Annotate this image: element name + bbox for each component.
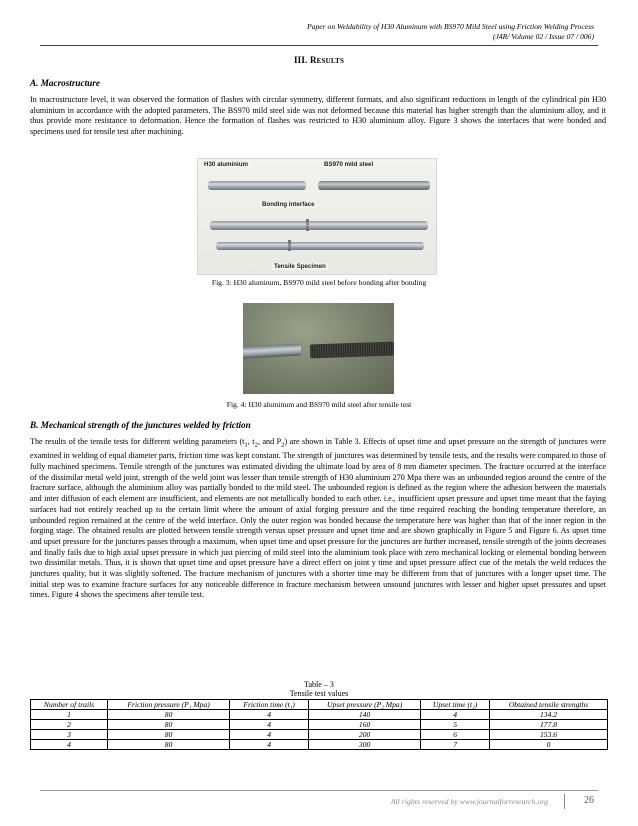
footer-site-link[interactable]: www.journalforresearch.org xyxy=(459,797,548,806)
table-row xyxy=(31,710,608,720)
table-header-cell: Friction pressure (P₁ Mpa) xyxy=(108,700,230,710)
bonding-interface-mark xyxy=(306,219,309,231)
footer-prefix: All rights reserved by xyxy=(390,797,460,806)
table-header-cell: Obtained tensile strengths xyxy=(490,700,608,710)
fig3-label-steel: BS970 mild steel xyxy=(324,161,374,168)
table-cell: 4 xyxy=(230,740,309,750)
sub-t1: 1 xyxy=(244,441,248,449)
header-volume: (J4R/ Volume 02 / Issue 07 / 006) xyxy=(492,32,594,41)
table-cell: 140 xyxy=(309,710,421,720)
table-number: Table – 3 xyxy=(304,680,334,689)
specimen-interface-mark xyxy=(288,240,291,251)
fractured-steel-rod xyxy=(310,342,394,359)
mech-heading: B. Mechanical strength of the junctures welded by friction xyxy=(30,420,251,430)
sub-p2: 2 xyxy=(281,441,285,449)
table-cell: 4 xyxy=(421,710,490,720)
table-cell: 80 xyxy=(108,740,230,750)
mech-sep1: , t xyxy=(247,437,255,446)
header-title: Paper on Weldability of H30 Aluminum with BS970 Mild Steel using Friction Welding Process xyxy=(307,22,594,31)
table-row xyxy=(31,720,608,730)
table-cell: 160 xyxy=(309,720,421,730)
mech-sep2: , and P xyxy=(257,437,282,446)
table-cell: 80 xyxy=(108,710,230,720)
table-cell: 200 xyxy=(309,730,421,740)
aluminium-rod xyxy=(208,181,306,190)
macro-heading: A. Macrostructure xyxy=(30,78,100,88)
sub-t2: 2 xyxy=(254,441,258,449)
figure-3-caption: Fig. 3: H30 aluminum, BS970 mild steel before bonding after bonding xyxy=(211,278,427,287)
table-header-cell: Upset pressure (P₂ Mpa) xyxy=(309,700,421,710)
mech-paragraph xyxy=(30,437,606,601)
table-cell: 7 xyxy=(421,740,490,750)
table-header-cell: Number of trails xyxy=(31,700,108,710)
table-cell: 1 xyxy=(31,710,108,720)
section-rest: ESULTS xyxy=(316,57,345,65)
table-cell: 0 xyxy=(490,740,608,750)
table-header-cell: Friction time (t₁) xyxy=(230,700,309,710)
table-cell: 134.2 xyxy=(490,710,608,720)
footer-copyright xyxy=(391,797,548,806)
section-heading xyxy=(0,55,638,65)
fractured-aluminium-rod xyxy=(243,343,301,358)
fig3-label-aluminium: H30 aluminium xyxy=(204,161,249,168)
steel-rod xyxy=(318,181,430,190)
tensile-specimen-rod xyxy=(216,242,424,250)
figure-3-image xyxy=(197,158,437,275)
table-cell: 4 xyxy=(31,740,108,750)
figure-4-image xyxy=(243,303,394,394)
footer-divider xyxy=(40,790,598,791)
table-row xyxy=(31,740,608,750)
table-cell: 300 xyxy=(309,740,421,750)
page-number: 26 xyxy=(564,794,594,809)
table-cell: 80 xyxy=(108,730,230,740)
table-cell: 153.6 xyxy=(490,730,608,740)
table-cell: 3 xyxy=(31,730,108,740)
running-header xyxy=(174,22,594,42)
bonded-rod xyxy=(210,221,428,230)
table-cell: 4 xyxy=(230,730,309,740)
table-cell: 80 xyxy=(108,720,230,730)
section-numeral: III. xyxy=(293,55,308,65)
table-cell: 6 xyxy=(421,730,490,740)
macro-paragraph: In macrostructure level, it was observed the formation of flashes with circular symmetry, different formats, and also significant reductions in length of the cylindrical pin H30 aluminium in accordance with the adopted parameters. The BS970 mild steel side was not deformed because this material has higher strength than the aluminium alloy, and it thus provide more resistance to deformation. Hence the formation of flashes was restricted to H30 aluminium alloy. Figure 3 shows the interfaces that were bonded and specimens used for tensile test after machining. xyxy=(30,95,606,137)
section-first-letter: R xyxy=(309,55,317,65)
table-cell: 5 xyxy=(421,720,490,730)
table-row xyxy=(31,730,608,740)
table-header-row xyxy=(31,700,608,710)
fig3-label-specimen: Tensile Specimen xyxy=(274,263,326,270)
table-header-cell: Upset time (t₂) xyxy=(421,700,490,710)
table-cell: 2 xyxy=(31,720,108,730)
figure-4-caption: Fig. 4: H30 aluminum and BS970 mild steel after tensile test xyxy=(226,400,412,409)
table-cell: 177.8 xyxy=(490,720,608,730)
header-divider xyxy=(40,45,598,46)
table-cell: 4 xyxy=(230,720,309,730)
mech-intro: The results of the tensile tests for different welding parameters (t xyxy=(30,437,245,446)
mech-rest: ) are shown in Table 3. Effects of upset time and upset pressure on the strength of junctures were examined in welding of equal diameter parts, friction time was kept constant. The strength of junctures was determined by tensile tests, and the results were compared to those of fully machined specimens. Tensile strength of the junctures was estimated dividing the ultimate load by area of 8 mm diameter specimen. The fracture occurred at the interface of the dissimilar metal weld joint, strength of the weld joint was lesser than tensile strength of H30 aluminium 270 Mpa there was an unbounded region around the centre of the fracture surface, although the aluminium alloy was partially bonded to the mild steel. The unbounded region is defined as the region where the adhesion between the materials and inter diffusion of each element are insufficient, and elements are not metallically bonded to each other. i.e., insufficient upset pressure and upset time meant that the faying surfaces had not entirely reached up to the certain limit where the amount of axial forging pressure and the time required reaching the bonding temperature therefore, an unbounded region remained at the centre of the weld interface. Only the outer region was bonded because the temperature here was higher than that of the inner region in the forging stage. The obtained results are plotted between tensile strength versus upset pressure and upset time and are shown graphically in Figure 5 and Figure 6. As upset time and upset pressure for the junctures passes through a maximum, when upset time and upset pressure for the junctures are further increased, tensile strength of the joints decreases and finally fails due to high axial upset pressure in which just piercing of mild steel into the aluminium took place with zero mechanical locking or elemental bonding between two dissimilar metals. Thus, it is shown that upset time and upset pressure have a direct effect on joint y time and upset pressure affect cue of the metals the weld reduces the junctures quality, but it was slightly softened. The fracture mechanism of junctures with a shorter time may be different from that of junctures with a longer upset time. The initial step was to examine fracture surfaces for any noticeable difference in fracture mechanism between unsound junctures with lesser and higher upset pressures and upset times. Figure 4 shows the specimens after tensile test. xyxy=(30,437,606,600)
table-cell: 4 xyxy=(230,710,309,720)
table-title: Tensile test values xyxy=(289,689,349,698)
fig3-label-interface: Bonding interface xyxy=(262,201,315,208)
tensile-test-table xyxy=(30,699,608,750)
